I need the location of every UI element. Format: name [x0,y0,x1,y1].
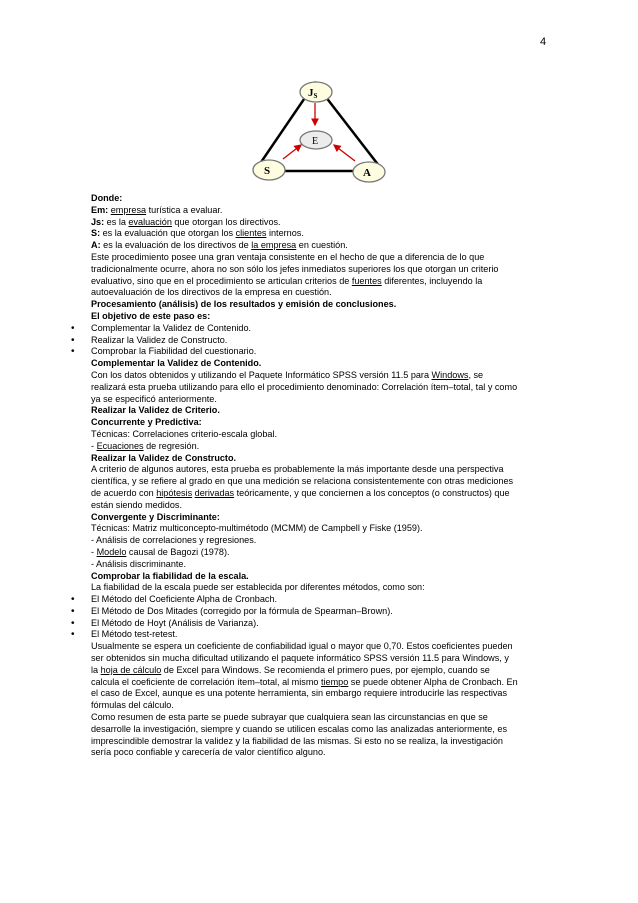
tiempo-link[interactable]: tiempo [320,676,349,687]
evaluation-triangle-diagram [243,77,398,189]
paragraph-line: tradicionalmente ocurre, ahora no son sólo los jefes inmediatos superiores los que otorgan un criterio [91,263,499,274]
paragraph-line: autoevaluación de los directivos de la empresa en cuestión. [91,287,332,298]
def-em [91,205,561,217]
def-em-label: Em: [91,204,109,215]
paragraph-line: evaluativo, sino que en el procedimiento se articulan criterios de fuentes diferentes, incluyendo la [91,275,483,286]
donde-heading: Donde: [91,193,123,203]
paragraph-line: la hoja de cálculo de Excel para Windows. Se recomienda el primero pues, por ejemplo, cuando se [91,664,490,675]
paragraph-line: el caso de Excel, aunque es una potente herramienta, sin embargo requiere introducirle las respectivas [91,688,508,699]
node-a-label: A [363,167,371,179]
paragraph-line: están siendo medidos. [91,499,182,510]
node-js-subscript: S [313,92,318,100]
arrow-s-to-e [283,145,301,159]
def-js-label: Js: [91,216,105,227]
constructo-heading: Realizar la Validez de Constructo. [91,452,237,463]
paragraph-line: imprescindible demostrar la validez y la fiabilidad de las mismas. Si esto no se realiza, la investigación [91,735,503,746]
list-item: • El Método de Hoyt (Análisis de Varianza). [91,618,561,630]
paragraph-line: Este procedimiento posee una gran ventaja consistente en el hecho de que a diferencia de lo que [91,251,485,262]
hoja-de-calculo-link[interactable]: hoja de cálculo [100,664,162,675]
def-a-label: A: [91,240,101,251]
derivadas-link[interactable]: derivadas [194,487,235,498]
paragraph-line: Técnicas: Correlaciones criterio-escala global. [91,428,277,439]
hipotesis-link[interactable]: hipótesis [156,487,193,498]
def-em-text: turística a evaluar. [146,204,223,215]
page-number: 4 [540,36,547,48]
criterio-heading: Realizar la Validez de Criterio. [91,405,220,416]
objetivo-heading: El objetivo de este paso es: [91,310,211,321]
def-a: A: es la evaluación de los directivos de la empresa en cuestión. [91,240,348,251]
def-js: Js: es la evaluación que otorgan los directivos. [91,216,281,227]
fuentes-link[interactable]: fuentes [351,275,382,286]
list-item: • El Método de Dos Mitades (corregido por la fórmula de Spearman–Brown). [91,606,561,618]
la-empresa-link[interactable]: la empresa [251,240,297,251]
convergente-heading: Convergente y Discriminante: [91,511,220,522]
ecuaciones-link[interactable]: Ecuaciones [96,440,144,451]
list-item: • Realizar la Validez de Constructo. [91,335,561,347]
node-js-label: J [308,87,314,99]
empresa-link[interactable]: empresa [110,204,147,215]
modelo-link[interactable]: Modelo [96,546,127,557]
paragraph-line: La fiabilidad de la escala puede ser establecida por diferentes métodos, como son: [91,582,425,593]
paragraph-line: sería poco confiable y carecería de valor científico alguno. [91,747,326,758]
paragraph-line: desarrolle la investigación, siempre y cuando se utilicen escalas como las analizadas anteriormente, es [91,723,508,734]
paragraph-line: Usualmente se espera un coeficiente de confiabilidad igual o mayor que 0,70. Estos coeficientes pueden [91,641,513,652]
paragraph-line: - Análisis de correlaciones y regresiones. [91,535,257,546]
list-item: • El Método test-retest. [91,629,561,641]
evaluacion-link[interactable]: evaluación [128,216,172,227]
node-e-label: E [312,136,319,147]
paragraph-line: ser obtenidos sin mucha dificultad utilizando el paquete informático SPSS versión 11.5 para Windows, y [91,653,509,664]
paragraph-line: A criterio de algunos autores, esta prueba es probablemente la más importante desde una perspectiva [91,464,504,475]
list-item: • Complementar la Validez de Contenido. [91,323,561,335]
paragraph-line: científica, y se refiere al grado en que una medición se relaciona consistentemente con otras mediciones [91,476,514,487]
def-s: S: es la evaluación que otorgan los clientes internos. [91,228,304,239]
paragraph-line: fórmulas del cálculo. [91,700,174,711]
windows-link[interactable]: Windows [431,369,469,380]
clientes-link[interactable]: clientes [235,228,267,239]
document-body [91,193,561,759]
list-item: • El Método del Coeficiente Alpha de Cronbach. [91,594,561,606]
criterio-subheading: Concurrente y Predictiva: [91,417,202,428]
def-s-label: S: [91,228,101,239]
paragraph-line: Técnicas: Matriz multiconcepto-multimétodo (MCMM) de Campbell y Fiske (1959). [91,523,423,534]
fiabilidad-heading: Comprobar la fiabilidad de la escala. [91,570,249,581]
paragraph-line: calcula el coeficiente de correlación ítem–total, al mismo tiempo se puede obtener Alpha de Cronbach. En [91,676,518,687]
paragraph-line: realizará esta prueba utilizando para ello el procedimiento denominado: Correlación ítem–total, tal y como [91,381,518,392]
paragraph-line: de acuerdo con hipótesis derivadas teóricamente, y que conciernen a los conceptos (o constructos) que [91,487,510,498]
node-s-label: S [264,165,271,177]
arrow-a-to-e [334,145,355,161]
procesamiento-heading: Procesamiento (análisis) de los resultados y emisión de conclusiones. [91,299,397,310]
list-item: • Comprobar la Fiabilidad del cuestionario. [91,346,561,358]
paragraph-line: Con los datos obtenidos y utilizando el Paquete Informático SPSS versión 11.5 para Windows, se [91,369,484,380]
paragraph-line: - Ecuaciones de regresión. [91,440,200,451]
paragraph-line: - Análisis discriminante. [91,558,187,569]
contenido-heading: Complementar la Validez de Contenido. [91,358,262,369]
paragraph-line: Como resumen de esta parte se puede subrayar que cualquiera sean las circunstancias en que se [91,712,488,723]
paragraph-line: ya se especificó anteriormente. [91,393,217,404]
paragraph-line: - Modelo causal de Bagozi (1978). [91,546,230,557]
